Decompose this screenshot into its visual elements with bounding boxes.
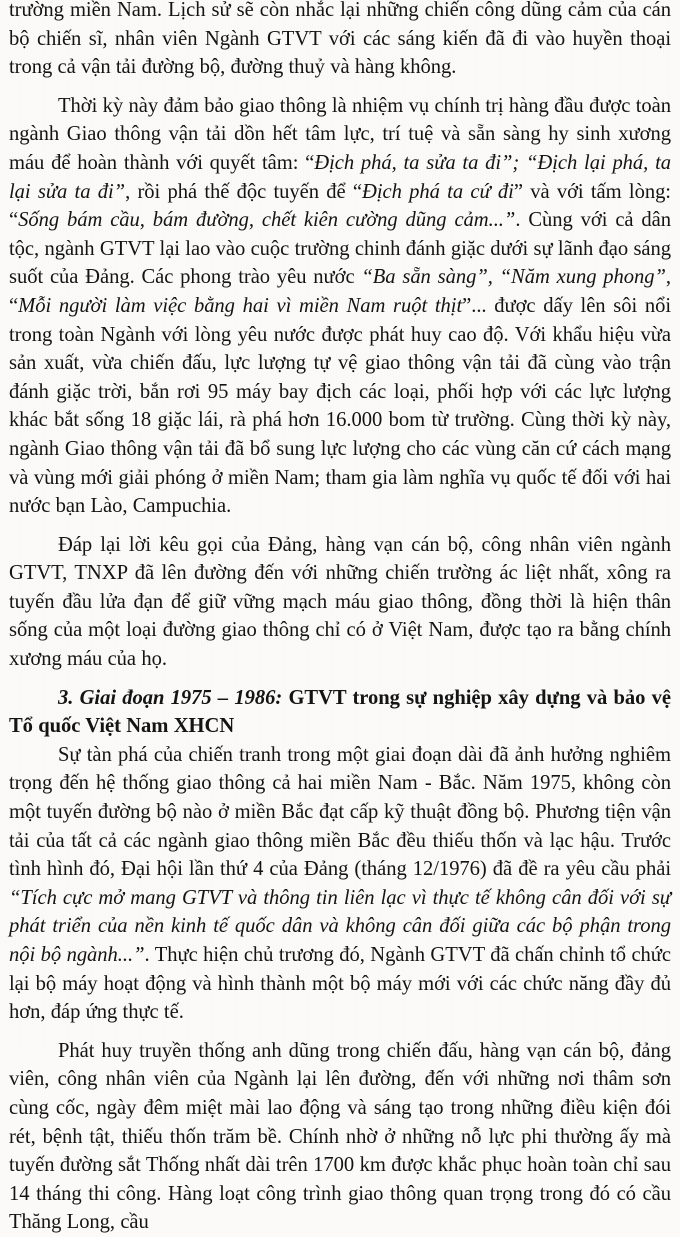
- quote-movement: Mỗi người làm việc bằng hai vì miền Nam ruột thịt: [18, 294, 463, 317]
- section-number-period: 3. Giai đoạn 1975 – 1986:: [58, 686, 283, 709]
- paragraph-continuation: [9, 0, 671, 82]
- text-run: . Cùng với cả dân tộc, ngành GTVT lại lao vào cuộc trường chinh đánh giặc dưới sự lãnh đạo sáng suốt của Đảng. Các phong trào yêu nước: [9, 209, 672, 289]
- text-run: trường miền Nam. Lịch sử sẽ còn nhắc lại những chiến công dũng cảm của cán bộ chiến sĩ, nhân viên Ngành GTVT với các sáng kiến đã đi vào huyền thoại trong cả vận tải đường bộ, đường thuỷ và hàng không.: [9, 0, 671, 79]
- quote-slogan: Địch phá, ta sửa ta đi”; “Địch lại phá, ta lại sửa ta đi”: [9, 151, 671, 203]
- section-title: GTVT trong sự nghiệp xây dựng và bảo vệ Tổ quốc Việt Nam XHCN: [9, 686, 671, 738]
- paragraph-call-of-party: [9, 531, 671, 674]
- quote-slogan: Địch phá ta cứ đi: [362, 180, 514, 203]
- quote-congress: “Tích cực mở mang GTVT và thông tin liên lạc vì thực tế không cân đối với sự phát triển của nền kinh tế quốc dân và không cân đối giữa các bộ phận trong nội bộ ngành...”: [9, 886, 671, 966]
- text-run: Thời kỳ này đảm bảo giao thông là nhiệm vụ chính trị hàng đầu được toàn ngành Giao thông vận tải dồn hết tâm lực, trí tuệ và sẵn sàng hy sinh xương máu để hoàn thành với quyết tâm: “: [9, 94, 671, 174]
- paragraph-reconstruction: [9, 1037, 671, 1237]
- paragraph-postwar-damage: [9, 741, 671, 1027]
- text-run: ” và với tấm lòng: “: [9, 180, 671, 232]
- text-run: , “: [9, 266, 671, 317]
- section-heading: [9, 684, 671, 741]
- text-run: . Thực hiện chủ trương đó, Ngành GTVT đã chấn chỉnh tổ chức lại bộ máy hoạt động và hình thành một bộ máy mới với các chức năng đầy đủ hơn, đáp ứng thực tế.: [9, 944, 671, 1024]
- text-run: Phát huy truyền thống anh dũng trong chiến đấu, hàng vạn cán bộ, đảng viên, công nhân viên của Ngành lại lên đường, đến với những nơi thâm sơn cùng cốc, ngày đêm miệt mài lao động và sáng tạo trong những điều kiện đói rét, bệnh tật, thiếu thốn trăm bề. Chính nhờ ở những nỗ lực phi thường ấy mà tuyến đường sắt Thống nhất dài trên 1700 km được khắc phục hoàn toàn chỉ sau 14 tháng thi công. Hàng loạt công trình giao thông quan trọng trong đó có cầu Thăng Long, cầu: [9, 1039, 671, 1234]
- text-run: Đáp lại lời kêu gọi của Đảng, hàng vạn cán bộ, công nhân viên ngành GTVT, TNXP đã lên đường đến với những chiến trường ác liệt nhất, xông ra tuyến đầu lửa đạn để giữ vững mạch máu giao thông, đồng thời là hiện thân sống của một loại đường giao thông chỉ có ở Việt Nam, được tạo ra bằng chính xương máu của họ.: [9, 533, 671, 671]
- text-run: ”... được dấy lên sôi nổi trong toàn Ngành với lòng yêu nước được phát huy cao độ. Với khẩu hiệu vừa sản xuất, vừa chiến đấu, lực lượng tự vệ giao thông vận tải đã cùng vào trận đánh giặc trời, bắn rơi 95 máy bay địch các loại, phối hợp với các lực lượng khác bắt sống 18 giặc lái, rà phá hơn 16.000 bom từ trường. Cùng thời kỳ này, ngành Giao thông vận tải đã bổ sung lực lượng cho các vùng căn cứ cách mạng và vùng mới giải phóng ở miền Nam; tham gia làm nghĩa vụ quốc tế đối với hai nước bạn Lào, Campuchia.: [9, 294, 672, 518]
- text-run: Sự tàn phá của chiến tranh trong một giai đoạn dài đã ảnh hưởng nghiêm trọng đến hệ thống giao thông cả hai miền Nam - Bắc. Năm 1975, không còn một tuyến đường bộ nào ở miền Bắc đạt cấp kỹ thuật đồng bộ. Phương tiện vận tải của tất cả các ngành giao thông miền Bắc đều thiếu thốn và lạc hậu. Trước tình hình đó, Đại hội lần thứ 4 của Đảng (tháng 12/1976) đã đề ra yêu cầu phải: [9, 743, 671, 881]
- quote-slogan: Sống bám cầu, bám đường, chết kiên cường dũng cảm...”: [18, 209, 516, 232]
- paragraph-wartime-transport: [9, 92, 671, 521]
- text-run: , rồi phá thế độc tuyến để “: [125, 180, 363, 203]
- quote-movement: “Ba sẵn sàng”, “Năm xung phong”: [361, 266, 666, 289]
